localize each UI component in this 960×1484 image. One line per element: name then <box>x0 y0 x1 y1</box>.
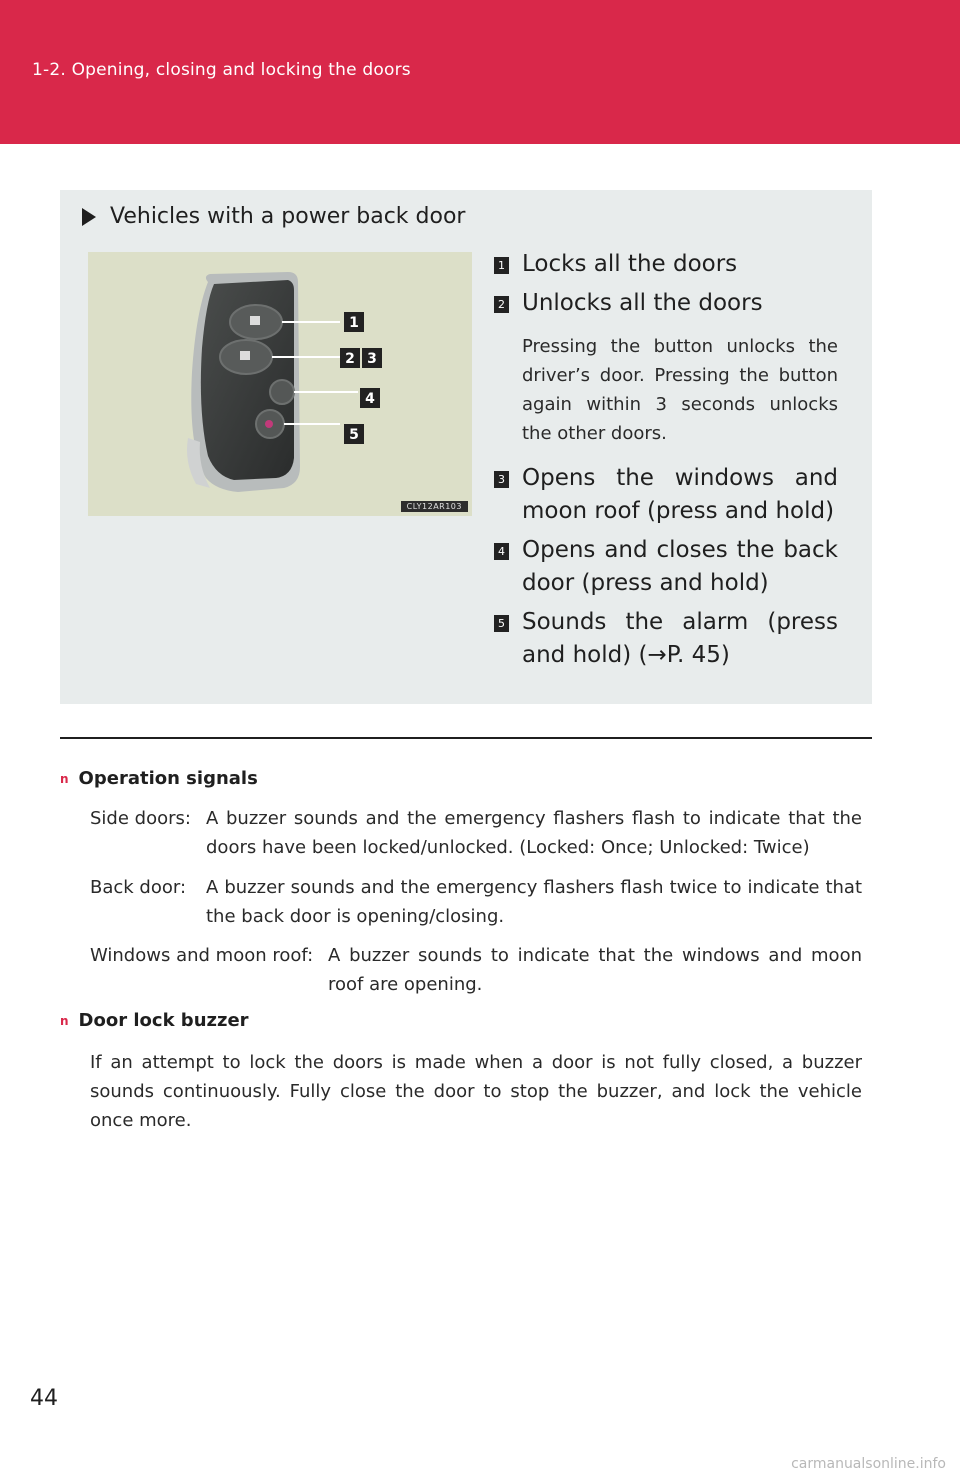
signal-description: A buzzer sounds and the emergency flashers flash twice to indicate that the back door is opening/closing. <box>206 877 862 927</box>
callout-4: 4 <box>365 391 375 407</box>
signal-label: Back door: <box>90 877 187 898</box>
panel-heading-text: Vehicles with a power back door <box>110 204 466 229</box>
item-text: Opens the windows and moon roof (press and hold) <box>522 465 838 524</box>
section-divider <box>60 737 872 739</box>
smart-key-illustration <box>88 252 472 516</box>
door-lock-buzzer-title: Door lock buzzer <box>78 1010 249 1031</box>
callout-1: 1 <box>349 315 359 331</box>
signal-description: A buzzer sounds to indicate that the windows and moon roof are opening. <box>328 945 862 995</box>
item-text: Sounds the alarm (press and hold) (→P. 45) <box>522 609 838 668</box>
page-header <box>0 0 960 144</box>
item-text: Opens and closes the back door (press and hold) <box>522 537 838 596</box>
operation-signals-title: Operation signals <box>78 768 258 789</box>
signal-label: Windows and moon roof: <box>90 945 314 966</box>
bullet-icon: n <box>60 1013 69 1028</box>
door-lock-buzzer-heading <box>60 1010 872 1031</box>
list-item <box>494 287 838 448</box>
list-item <box>494 606 838 672</box>
signal-row <box>90 941 862 999</box>
bullet-icon: n <box>60 771 69 786</box>
item-text: Unlocks all the doors <box>522 290 763 316</box>
number-badge: 4 <box>494 543 509 560</box>
signal-row <box>90 804 862 862</box>
list-item <box>494 462 838 528</box>
callout-2: 2 <box>345 351 355 367</box>
signal-row <box>90 873 862 931</box>
triangle-bullet-icon <box>82 208 96 226</box>
door-lock-buzzer-text: If an attempt to lock the doors is made when a door is not fully closed, a buzzer sounds continuously. Fully close the door to stop the buzzer, and lock the vehicle once more. <box>90 1052 862 1131</box>
list-item <box>494 534 838 600</box>
watermark: carmanualsonline.info <box>791 1456 946 1472</box>
number-badge: 3 <box>494 471 509 488</box>
operation-signals-heading <box>60 768 872 789</box>
number-badge: 1 <box>494 257 509 274</box>
button-function-list <box>494 248 838 672</box>
smart-key-photo <box>88 252 472 516</box>
item-note: Pressing the button unlocks the driver’s door. Pressing the button again within 3 seconds unlocks the other doors. <box>522 336 838 444</box>
section-title: 1-2. Opening, closing and locking the doors <box>32 60 411 80</box>
number-badge: 5 <box>494 615 509 632</box>
image-code: CLY12AR103 <box>401 501 468 512</box>
callout-3: 3 <box>367 351 377 367</box>
signal-label: Side doors: <box>90 808 191 829</box>
callout-5: 5 <box>349 427 359 443</box>
item-text: Locks all the doors <box>522 251 738 277</box>
list-item <box>494 248 838 281</box>
number-badge: 2 <box>494 296 509 313</box>
page-number: 44 <box>30 1386 58 1411</box>
signal-description: A buzzer sounds and the emergency flashers flash to indicate that the doors have been locked/unlocked. (Locked: Once; Unlocked: Twice) <box>206 808 862 858</box>
panel-heading <box>82 204 465 229</box>
